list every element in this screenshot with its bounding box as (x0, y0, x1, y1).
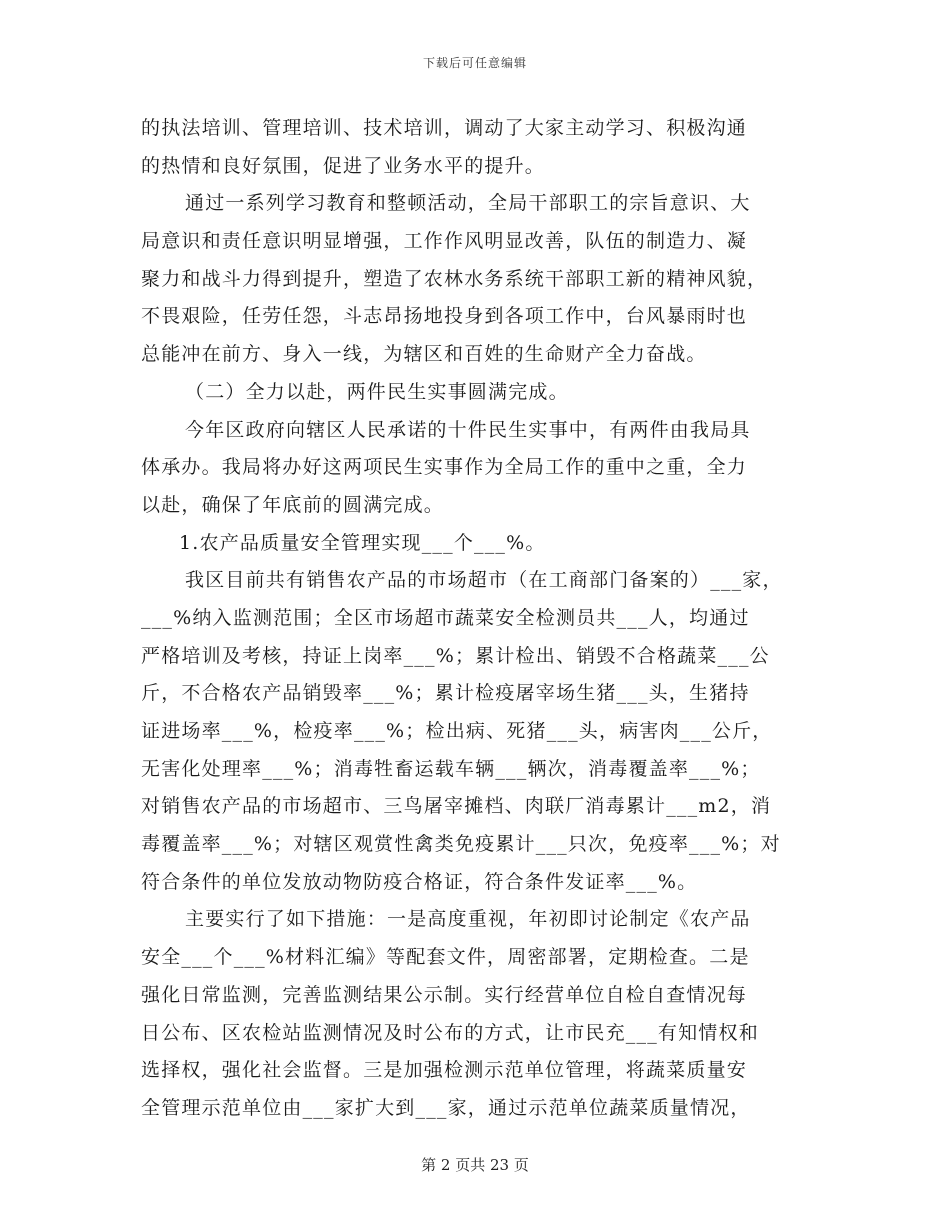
page-header: 下载后可任意编辑 (422, 56, 527, 70)
document-body (141, 110, 813, 1128)
text-line: 以赴，确保了年底前的圆满完成。 (141, 493, 445, 516)
paragraph-start-line: 今年区政府向辖区人民承诺的十件民生实事中，有两件由我局具 (185, 418, 751, 441)
text-line: 总能冲在前方、身入一线，为辖区和百姓的生命财产全力奋战。 (141, 343, 707, 366)
text-line: 毒覆盖率___%；对辖区观赏性禽类免疫累计___只次，免疫率___%；对 (141, 833, 781, 856)
text-line: 安全___个___%材料汇编》等配套文件，周密部署，定期检查。二是 (141, 946, 750, 969)
text-line: 局意识和责任意识明显增强，工作作风明显改善，队伍的制造力、凝 (141, 230, 748, 253)
text-line: 全管理示范单位由___家扩大到___家，通过示范单位蔬菜质量情况， (141, 1096, 751, 1119)
section-heading: （二）全力以赴，两件民生实事圆满完成。 (185, 380, 569, 403)
text-line: 聚力和战斗力得到提升，塑造了农林水务系统干部职工新的精神风貌， (141, 267, 768, 290)
page-number-footer: 第 2 页共 23 页 (421, 1156, 529, 1174)
paragraph-start-line: 主要实行了如下措施：一是高度重视，年初即讨论制定《农产品 (185, 908, 751, 931)
text-line: 强化日常监测，完善监测结果公示制。实行经营单位自检自查情况每 (141, 983, 748, 1006)
text-line: 无害化处理率___%；消毒牲畜运载车辆___辆次，消毒覆盖率___%； (141, 757, 761, 780)
text-line: 体承办。我局将办好这两项民生实事作为全局工作的重中之重，全力 (141, 456, 748, 479)
subsection-heading: 1.农产品质量安全管理实现___个___%。 (179, 531, 546, 554)
text-line: 的热情和良好氛围，促进了业务水平的提升。 (141, 154, 546, 177)
text-line: 不畏艰险，任劳任怨，斗志昂扬地投身到各项工作中，台风暴雨时也 (141, 305, 748, 328)
text-line: 日公布、区农检站监测情况及时公布的方式，让市民充___有知情权和 (141, 1021, 759, 1044)
text-line: 选择权，强化社会监督。三是加强检测示范单位管理，将蔬菜质量安 (141, 1059, 748, 1082)
text-line: 严格培训及考核，持证上岗率___%；累计检出、销毁不合格蔬菜___公 (141, 644, 770, 667)
text-line: 证进场率___%，检疫率___%；检出病、死猪___头，病害肉___公斤， (141, 720, 773, 742)
paragraph-start-line: 通过一系列学习教育和整顿活动，全局干部职工的宗旨意识、大 (185, 192, 751, 215)
text-line: 的执法培训、管理培训、技术培训，调动了大家主动学习、积极沟通 (141, 117, 748, 139)
text-line: 符合条件的单位发放动物防疫合格证，符合条件发证率___%。 (141, 870, 698, 893)
paragraph-start-line: 我区目前共有销售农产品的市场超市（在工商部门备案的）___家， (185, 569, 783, 592)
text-line: ___%纳入监测范围；全区市场超市蔬菜安全检测员共___人，均通过 (141, 606, 750, 629)
text-line: 对销售农产品的市场超市、三鸟屠宰摊档、肉联厂消毒累计___m2，消 (141, 795, 772, 818)
text-line: 斤，不合格农产品销毁率___%；累计检疫屠宰场生猪___头，生猪持 (141, 682, 750, 705)
